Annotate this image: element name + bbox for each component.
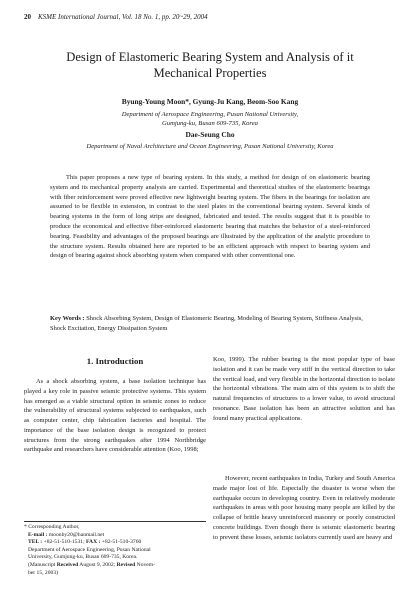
footnote-dept-line-1: Department of Aerospace Engineering, Pusan National <box>28 546 151 553</box>
footnote-phone-line <box>24 539 206 547</box>
paper-title <box>30 49 390 81</box>
footnote-email-line <box>24 532 206 540</box>
footnote-corresponding: * Corresponding Author, <box>24 524 80 530</box>
footnote-received-label: Received <box>56 561 79 568</box>
footnote-received-date: August 9, 2002; <box>79 561 116 568</box>
journal-reference: KSME International Journal, Vol. 18 No. 1, pp. 20~29, 2004 <box>38 13 208 21</box>
footnote-dept-line-2: University, Gumjung-ku, Busan 609-735, Korea. <box>28 554 138 561</box>
footnote-fax-label: FAX : <box>86 539 101 546</box>
footnote-tel-label: TEL : <box>28 539 43 546</box>
affiliation-2: Department of Naval Architecture and Ocean Engineering, Pusan National University, Korea <box>86 143 334 150</box>
footnote-fax: +82-51-510-3760 <box>101 539 142 546</box>
author-list-primary: Byung-Young Moon*, Gyung-Ju Kang, Beom-Soo Kang <box>121 97 299 106</box>
footnote-revised-label: Revised <box>116 561 136 568</box>
footnote-manuscript-line <box>24 562 206 570</box>
introduction-paragraph-left: As a shock absorbing system, a base isolation technique has played a key role in passive seismic protective systems. This system has emerged as a viable structural option in seismic zones to reduce the vulnerability of structural systems subjected to earthquakes, such as computer center, chip fabrication factories and hospital. The importance of the base isolation design is recognized to protect structures from the strong earthquakes after 1994 Northbridge earthquake and researchers have considerable attention (Koo, 1998; <box>24 378 206 454</box>
section-heading-introduction: 1. Introduction <box>86 356 144 366</box>
footnote-manuscript-open: (Manuscript <box>28 561 56 568</box>
affiliation-1-line-1: Department of Aerospace Engineering, Pusan National University, <box>121 111 299 118</box>
running-header <box>24 13 396 22</box>
footnote-revised-date-1: Novem- <box>136 561 155 568</box>
footnote-email-label: E-mail : <box>28 531 48 538</box>
abstract-text: This paper proposes a new type of bearing system. In this study, a method for design of on elastomeric bearing system and its mechanical property analysis are carried. Experimental and theoretical studies of the elastomeric bearings with fiber reinforcement were proved effective new lightweight bearing system. The fibers in the bearings for isolation are assumed to be flexible in extension, in contrast to the steel plates in the conventional bearing system. Several kinds of bearing systems in the form of long strips are designed, fabricated and tested. The results suggest that it is possible to produce the economical and effective fiber-reinforced elastomeric bearing that matches the behavior of a steel-reinforced bearing. Feasibility and advantages of the proposed bearings are illustrated by the application of the analytic procedure to the structure system. Results obtained here are reported to be an efficient approach with respect to bearing system and design of bearing against shock absorbing system when compared with other conventional one. <box>50 174 370 260</box>
affiliation-1-line-2: Gumjung-ku, Busan 609-735, Korea <box>162 120 258 127</box>
keywords-label: Key Words : <box>50 315 85 322</box>
paper-title-line-1: Design of Elastomeric Bearing System and Analysis of it <box>66 50 354 64</box>
footnote-tel: +82-51-510-1531; <box>43 539 85 546</box>
footnote-divider <box>24 521 206 522</box>
corresponding-author-footnote <box>24 524 206 577</box>
page-number: 20 <box>24 13 31 21</box>
keywords-text: Shock Absorbing System, Design of Elastomeric Bearing, Modeling of Bearing System, Stiffness Analysis, Shock Excitation, Energy Dissipation System <box>50 315 363 332</box>
footnote-email: moonby20@hanmail.net <box>48 531 105 538</box>
author-list-secondary: Dae-Seung Cho <box>185 130 235 139</box>
introduction-paragraph-right-1: Koo, 1999). The rubber bearing is the most popular type of base isolation and it can be made very stiff in the vertical direction to take the vertical load, and very flexible in the horizontal direction to isolate the horizontal vibrations. The main aim of this system is to shift the natural frequencies of structures to a lower value, to avoid structural resonance. Base isolation has been an attractive solution and has found many practical applications. <box>213 356 395 422</box>
introduction-paragraph-right-2: However, recent earthquakes in India, Turkey and South America made major lost of life. Especially the disaster is worse when the earthquake occurs in developing country. Even in relatively moderate earthquakes in areas with poor housing many people are killed by the collapse of brittle heavy unreinforced masonry or poorly constructed concrete buildings. Even though there is seismic elastomeric bearing to prevent these losses, seismic isolators currently used are heavy and <box>213 475 395 541</box>
footnote-revised-date-2: ber 15, 2003) <box>28 569 58 576</box>
paper-title-line-2: Mechanical Properties <box>153 66 267 80</box>
keywords <box>50 314 370 334</box>
